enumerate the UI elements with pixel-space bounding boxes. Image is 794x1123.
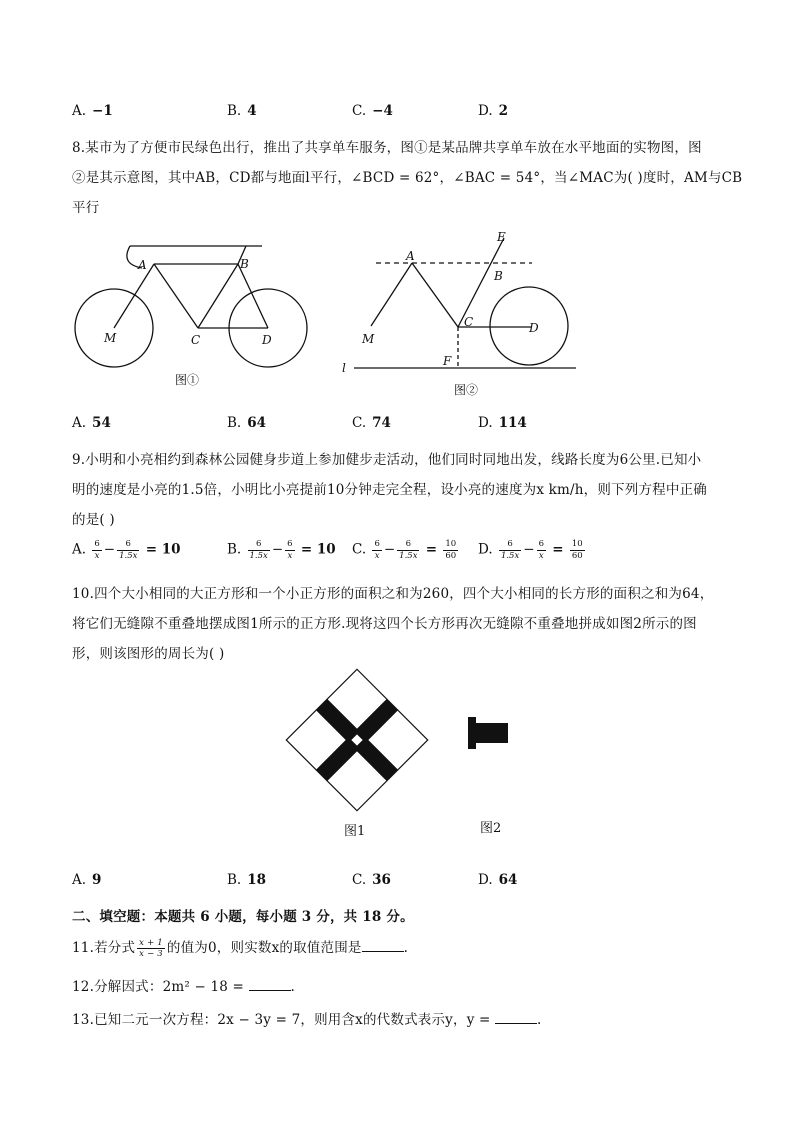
q10-text-line2: 将它们无缝隙不重叠地摆成图1所示的正方形.现将这四个长方形再次无缝隙不重叠地拼成如图2所示的图 bbox=[72, 616, 697, 632]
q8-option-d: D. 114 bbox=[478, 415, 527, 431]
q9-options bbox=[72, 540, 732, 568]
fig1-caption: 图① bbox=[175, 373, 200, 386]
q8-option-a: A. 54 bbox=[72, 415, 111, 431]
q11-text: 11.若分式 $\frac{x + 1}{x - 3}$ 的值为0，则实数x的取值范围是 . bbox=[72, 937, 409, 959]
fig2-label-e: E bbox=[497, 230, 506, 244]
q10-options bbox=[72, 872, 732, 894]
q8-options bbox=[72, 415, 732, 437]
q7-option-a: A. −1 bbox=[72, 103, 113, 119]
fig1-label-c: C bbox=[191, 333, 201, 347]
fig2-label-c: C bbox=[464, 315, 474, 329]
fig2-label-b: B bbox=[494, 269, 503, 283]
q10-figure-1 bbox=[280, 668, 435, 840]
q10-figure-2 bbox=[462, 705, 522, 840]
q9-text-line1: 9.小明和小亮相约到森林公园健身步道上参加健步走活动，他们同时同地出发，线路长度为6公里.已知小 bbox=[72, 452, 702, 468]
q9-text-line2: 明的速度是小亮的1.5倍，小明比小亮提前10分钟走完全程，设小亮的速度为x km/h，则下列方程中正确 bbox=[72, 482, 707, 498]
q8-option-b: B. 64 bbox=[227, 415, 267, 431]
q9-option-d: D. $\frac{6}{1.5x}$ − $\frac{6}{x}$ = $\frac{10}{60}$ bbox=[478, 539, 583, 561]
q11-answer-blank[interactable] bbox=[362, 939, 404, 952]
q8-text-line2: ②是其示意图，其中AB，CD都与地面l平行，∠BCD = 62°，∠BAC = 54°，当∠MAC为( )度时，AM与CB bbox=[72, 170, 743, 186]
q10-fig1-caption: 图1 bbox=[344, 824, 366, 839]
q10-option-c: C. 36 bbox=[352, 872, 391, 888]
q7-option-c: C. −4 bbox=[352, 103, 393, 119]
q9-option-a: A. $\frac{6}{x}$ − $\frac{6}{1.5x}$ = 10 bbox=[72, 539, 181, 561]
fig1-label-a: A bbox=[138, 258, 147, 272]
fig2-label-l: l bbox=[342, 361, 346, 375]
q10-option-b: B. 18 bbox=[227, 872, 267, 888]
q10-option-a: A. 9 bbox=[72, 872, 102, 888]
q7-option-b: B. 4 bbox=[227, 103, 257, 119]
fig2-label-d: D bbox=[529, 321, 539, 335]
q9-text-line3: 的是( ) bbox=[72, 512, 115, 528]
q7-options bbox=[72, 103, 732, 125]
q9-option-c: C. $\frac{6}{x}$ − $\frac{6}{1.5x}$ = $\frac{10}{60}$ bbox=[352, 539, 457, 561]
q8-figure-bicycle bbox=[70, 236, 320, 386]
fig2-caption: 图② bbox=[454, 383, 479, 397]
fig2-label-m: M bbox=[362, 332, 375, 346]
section-fill-in-heading: 二、填空题：本题共 6 小题，每小题 3 分，共 18 分。 bbox=[72, 909, 414, 925]
fig1-label-b: B bbox=[240, 257, 249, 271]
fig1-label-m: M bbox=[104, 331, 117, 345]
fig2-label-f: F bbox=[443, 354, 452, 368]
q10-option-d: D. 64 bbox=[478, 872, 518, 888]
q8-figure-schematic bbox=[336, 226, 586, 398]
q12-answer-blank[interactable] bbox=[249, 978, 291, 991]
q10-text-line1: 10.四个大小相同的大正方形和一个小正方形的面积之和为260，四个大小相同的长方形的面积之和为64， bbox=[72, 586, 714, 602]
q10-text-line3: 形，则该图形的周长为( ) bbox=[72, 646, 225, 662]
q8-option-c: C. 74 bbox=[352, 415, 391, 431]
fig1-label-d: D bbox=[262, 333, 272, 347]
q13-answer-blank[interactable] bbox=[495, 1011, 537, 1024]
q8-text-line3: 平行 bbox=[72, 200, 100, 216]
q11-fraction: $\frac{x + 1}{x - 3}$ bbox=[139, 937, 163, 959]
q13-text: 13.已知二元一次方程：2x − 3y = 7，则用含x的代数式表示y，y = . bbox=[72, 1012, 542, 1028]
q8-text-line1: 8.某市为了方便市民绿色出行，推出了共享单车服务，图①是某品牌共享单车放在水平地面的实物图，图 bbox=[72, 140, 702, 156]
q12-text: 12.分解因式：2m² − 18 = . bbox=[72, 979, 296, 995]
q10-fig2-caption: 图2 bbox=[480, 821, 502, 836]
fig2-label-a: A bbox=[406, 249, 415, 263]
q9-option-b: B. $\frac{6}{1.5x}$ − $\frac{6}{x}$ = 10 bbox=[227, 539, 336, 561]
q7-option-d: D. 2 bbox=[478, 103, 509, 119]
